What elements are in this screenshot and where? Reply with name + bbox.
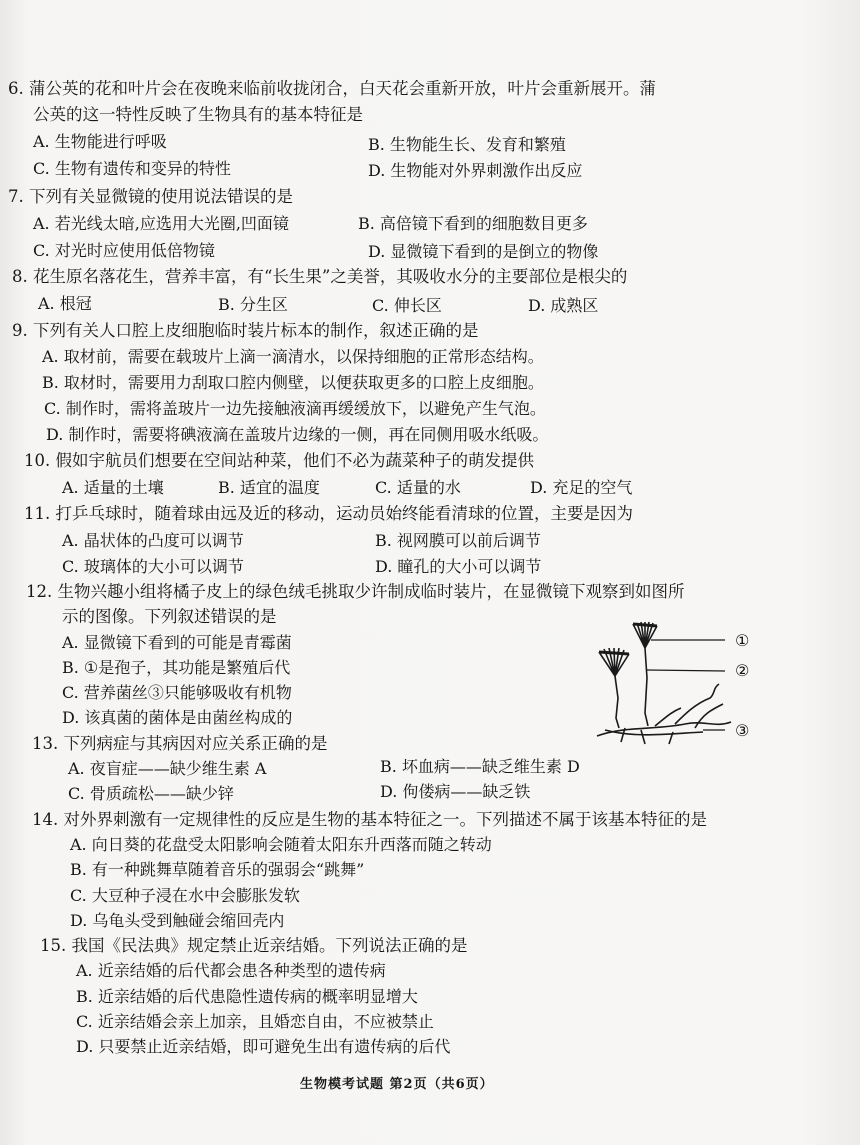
q12-stem-line1: 12. 生物兴趣小组将橘子皮上的绿色绒毛挑取少许制成临时装片，在显微镜下观察到如图所 bbox=[26, 582, 685, 601]
q11-option-a: A. 晶状体的凸度可以调节 bbox=[62, 531, 244, 550]
q14-option-a: A. 向日葵的花盘受太阳影响会随着太阳东升西落而随之转动 bbox=[70, 835, 492, 854]
q9-option-d: D. 制作时，需要将碘液滴在盖玻片边缘的一侧，再在同侧用吸水纸吸。 bbox=[46, 425, 549, 444]
page-footer: 生物模考试题 第2页（共6页） bbox=[300, 1077, 494, 1092]
q8-option-c: C. 伸长区 bbox=[372, 296, 442, 315]
q6-option-d: D. 生物能对外界刺激作出反应 bbox=[368, 161, 583, 180]
q15-option-b: B. 近亲结婚的后代患隐性遗传病的概率明显增大 bbox=[76, 987, 418, 1006]
q6-option-a: A. 生物能进行呼吸 bbox=[33, 132, 167, 151]
q11-option-d: D. 瞳孔的大小可以调节 bbox=[375, 557, 542, 576]
q7-stem: 7. 下列有关显微镜的使用说法错误的是 bbox=[8, 187, 293, 206]
q12-option-c: C. 营养菌丝③只能够吸收有机物 bbox=[62, 683, 292, 702]
q13-option-a: A. 夜盲症——缺少维生素 A bbox=[68, 759, 267, 778]
q6-stem-line1: 6. 蒲公英的花和叶片会在夜晚来临前收拢闭合，白天花会重新开放，叶片会重新展开。蒲 bbox=[8, 79, 656, 98]
q11-option-b: B. 视网膜可以前后调节 bbox=[375, 531, 541, 550]
q15-option-c: C. 近亲结婚会亲上加亲，且婚恋自由，不应被禁止 bbox=[76, 1012, 434, 1031]
q9-option-a: A. 取材前，需要在载玻片上滴一滴清水，以保持细胞的正常形态结构。 bbox=[42, 347, 544, 366]
q8-option-a: A. 根冠 bbox=[38, 294, 92, 313]
q13-option-b: B. 坏血病——缺乏维生素 D bbox=[380, 757, 580, 776]
q7-option-c: C. 对光时应使用低倍物镜 bbox=[33, 241, 215, 260]
right-stalk bbox=[645, 648, 648, 726]
q12-option-a: A. 显微镜下看到的可能是青霉菌 bbox=[62, 633, 292, 652]
figure-label-1: ① bbox=[735, 631, 750, 650]
q6-option-b: B. 生物能生长、发育和繁殖 bbox=[368, 135, 566, 154]
left-stalk bbox=[615, 676, 619, 728]
q9-stem: 9. 下列有关人口腔上皮细胞临时装片标本的制作，叙述正确的是 bbox=[12, 321, 479, 340]
q15-stem: 15. 我国《民法典》规定禁止近亲结婚。下列说法正确的是 bbox=[40, 936, 468, 955]
q14-option-c: C. 大豆种子浸在水中会膨胀发软 bbox=[70, 886, 300, 905]
figure-label-2: ② bbox=[735, 661, 750, 680]
q6-option-c: C. 生物有遗传和变异的特性 bbox=[33, 159, 231, 178]
penicillium-figure bbox=[585, 618, 765, 750]
q8-option-b: B. 分生区 bbox=[218, 295, 288, 314]
q10-option-d: D. 充足的空气 bbox=[530, 478, 633, 497]
q13-option-c: C. 骨质疏松——缺少锌 bbox=[68, 784, 234, 803]
q14-stem: 14. 对外界刺激有一定规律性的反应是生物的基本特征之一。下列描述不属于该基本特征的是 bbox=[32, 810, 707, 829]
q9-option-c: C. 制作时，需将盖玻片一边先接触液滴再缓缓放下，以避免产生气泡。 bbox=[44, 399, 546, 418]
q14-option-d: D. 乌龟头受到触碰会缩回壳内 bbox=[70, 911, 285, 930]
figure-label-3: ③ bbox=[735, 721, 750, 740]
q11-stem: 11. 打乒乓球时，随着球由远及近的移动，运动员始终能看清球的位置，主要是因为 bbox=[24, 504, 633, 523]
q15-option-d: D. 只要禁止近亲结婚，即可避免生出有遗传病的后代 bbox=[76, 1037, 451, 1056]
q7-option-b: B. 高倍镜下看到的细胞数目更多 bbox=[358, 214, 588, 233]
q12-option-b: B. ①是孢子，其功能是繁殖后代 bbox=[62, 658, 291, 677]
q7-option-a: A. 若光线太暗,应选用大光圈,凹面镜 bbox=[33, 214, 289, 233]
q11-option-c: C. 玻璃体的大小可以调节 bbox=[62, 557, 244, 576]
q8-stem: 8. 花生原名落花生，营养丰富，有“长生果”之美誉，其吸收水分的主要部位是根尖的 bbox=[12, 267, 628, 286]
q10-option-c: C. 适量的水 bbox=[375, 478, 461, 497]
q10-option-b: B. 适宜的温度 bbox=[218, 478, 320, 497]
q8-option-d: D. 成熟区 bbox=[528, 296, 599, 315]
q13-option-d: D. 佝偻病——缺乏铁 bbox=[380, 782, 531, 801]
q12-option-d: D. 该真菌的菌体是由菌丝构成的 bbox=[62, 708, 293, 727]
q6-stem-line2: 公英的这一特性反映了生物具有的基本特征是 bbox=[33, 105, 363, 124]
q10-option-a: A. 适量的土壤 bbox=[62, 478, 164, 497]
q15-option-a: A. 近亲结婚的后代都会患各种类型的遗传病 bbox=[76, 961, 386, 980]
q7-option-d: D. 显微镜下看到的是倒立的物像 bbox=[368, 242, 599, 261]
q14-option-b: B. 有一种跳舞草随着音乐的强弱会“跳舞” bbox=[70, 860, 365, 879]
q9-option-b: B. 取材时，需要用力刮取口腔内侧壁，以便获取更多的口腔上皮细胞。 bbox=[42, 373, 544, 392]
q10-stem: 10. 假如宇航员们想要在空间站种菜，他们不必为蔬菜种子的萌发提供 bbox=[24, 451, 534, 470]
q12-stem-line2: 示的图像。下列叙述错误的是 bbox=[62, 607, 277, 626]
q13-stem: 13. 下列病症与其病因对应关系正确的是 bbox=[32, 734, 328, 753]
